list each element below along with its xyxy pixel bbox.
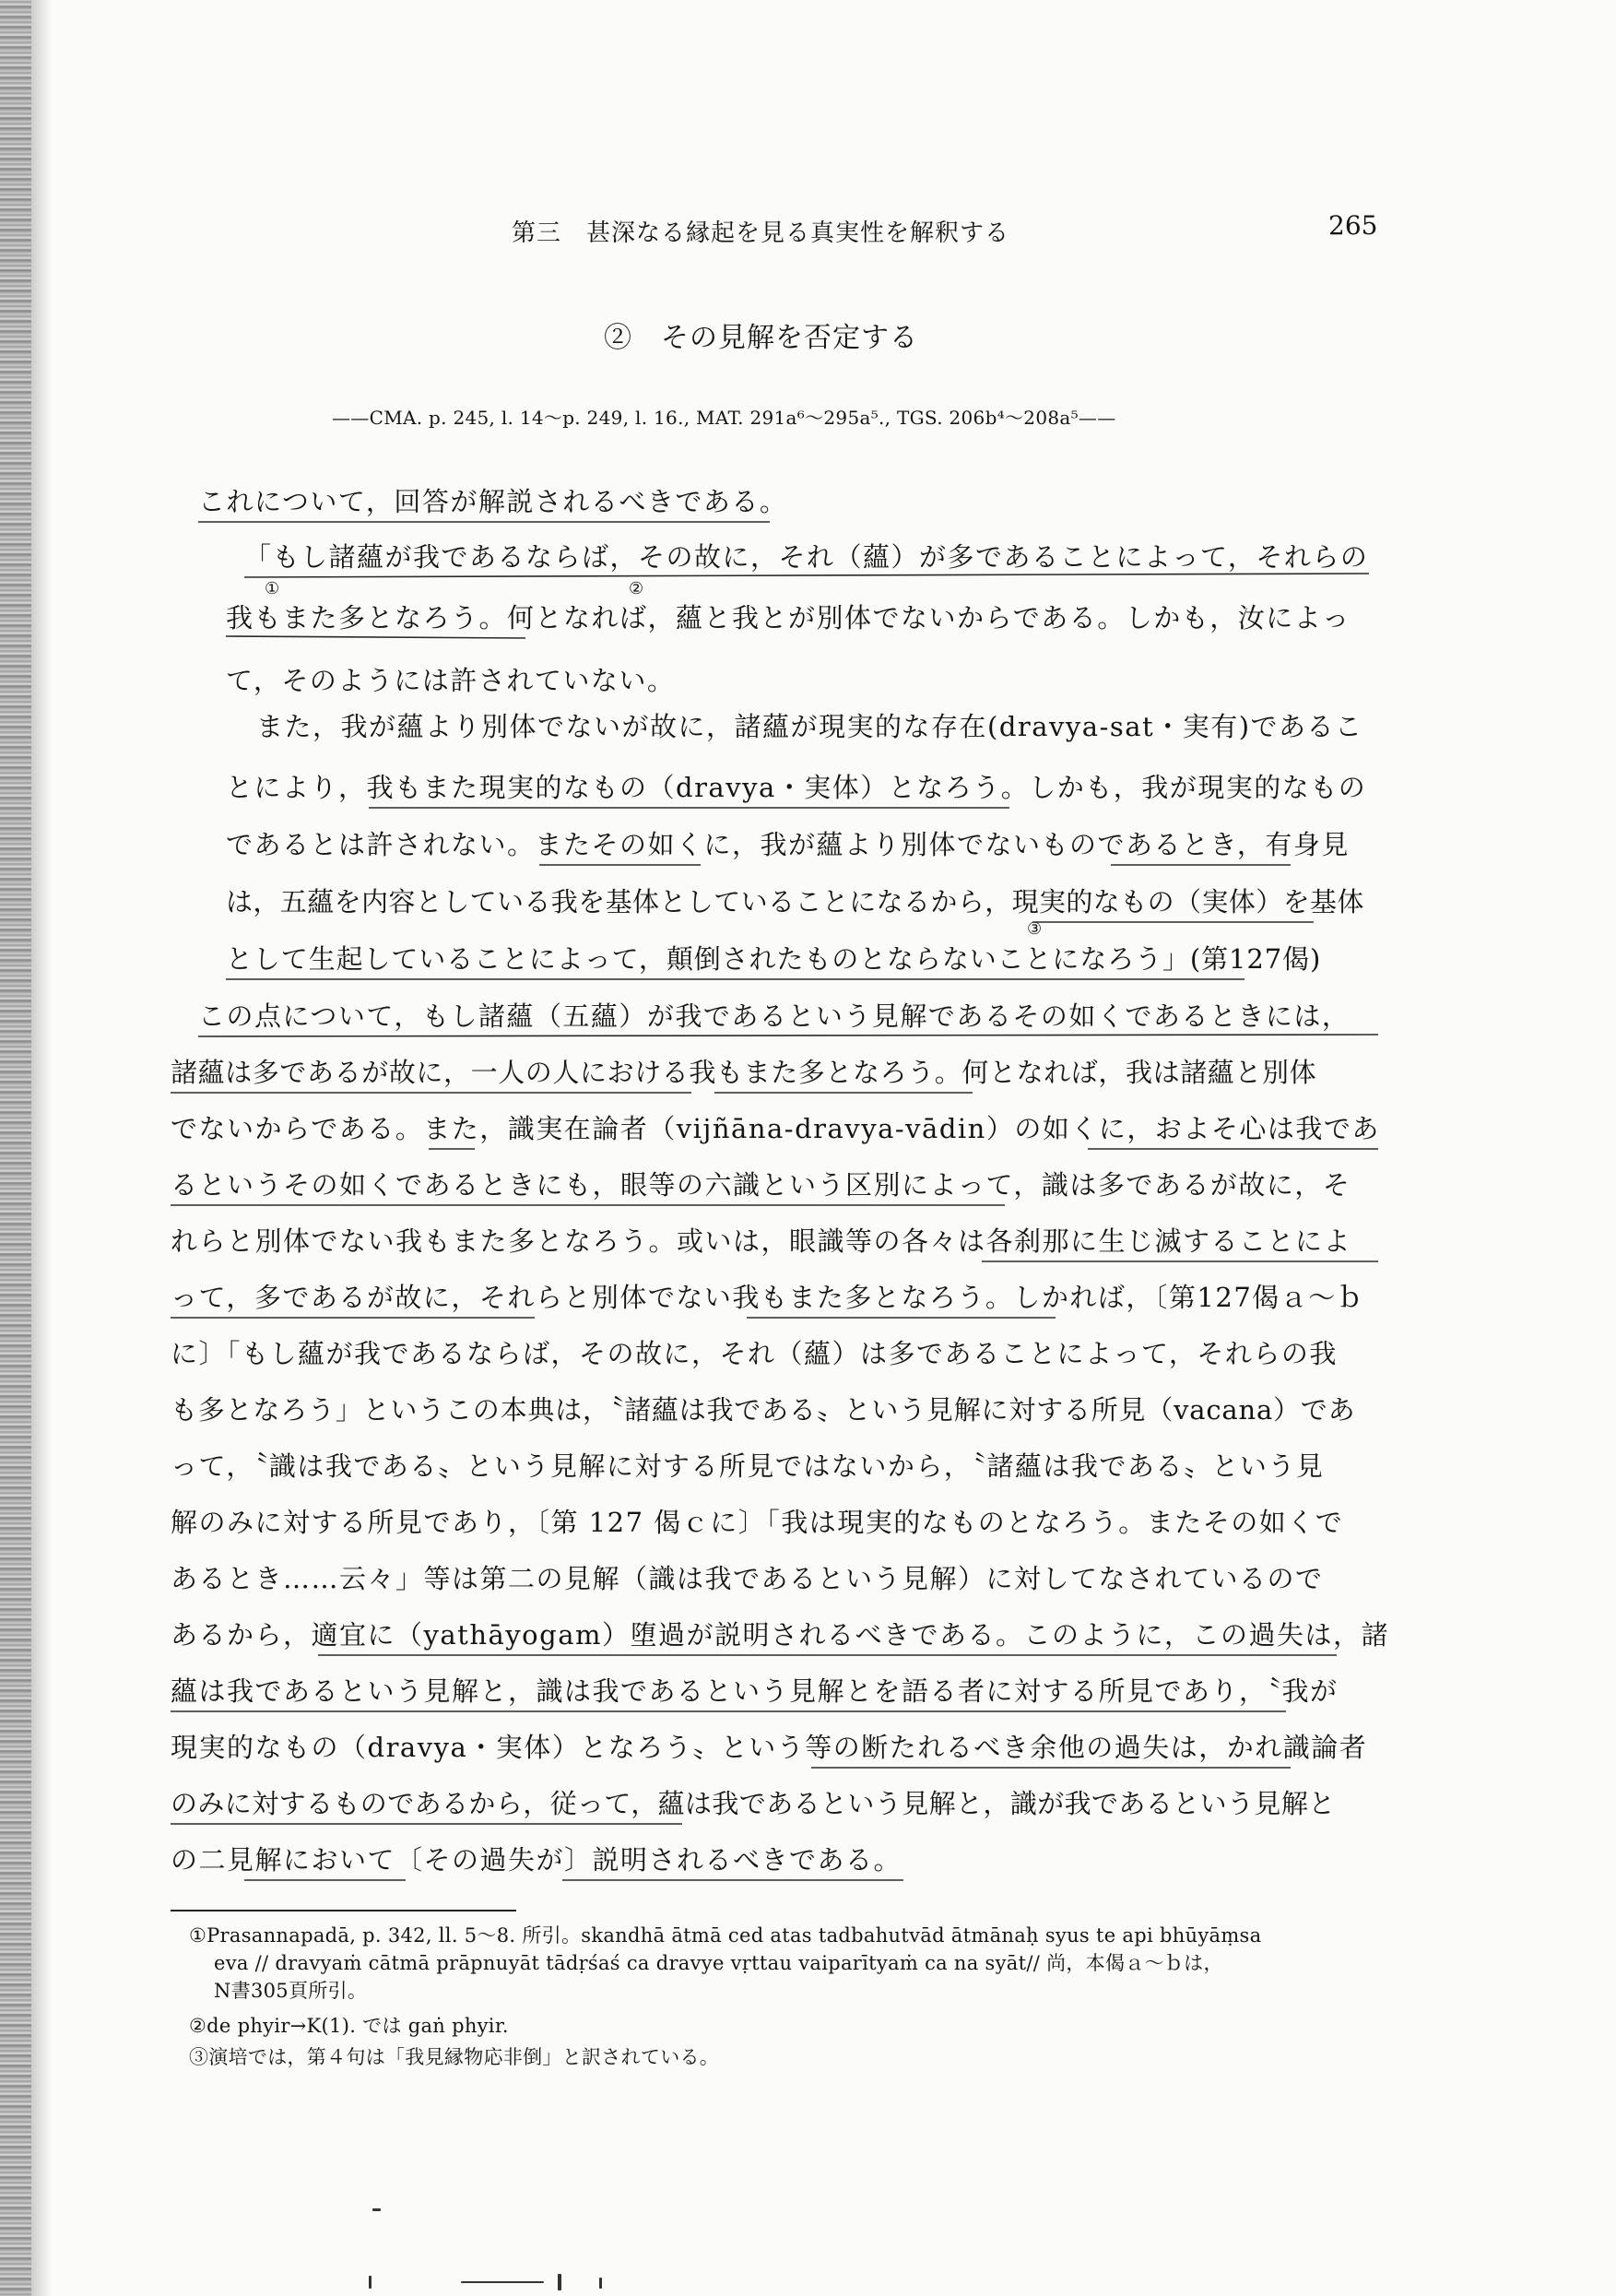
book-binding-edge	[0, 0, 31, 2296]
body-line: て，そのようには許されていない。	[226, 665, 676, 696]
footnote-marker-2: ②	[629, 579, 644, 598]
scan-speck	[369, 2276, 372, 2289]
body-line: のみに対するものであるから，従って，蘊は我であるという見解と，識が我であるという見解と	[171, 1788, 1336, 1819]
footnote-1: ①Prasannapadā, p. 342, ll. 5～8. 所引。skandhā ātmā ced atas tadbahutvād ātmānaḥ syus te api bhūyāṃsa	[189, 1924, 1262, 1947]
body-line: は，五蘊を内容としている我を基体としていることになるから，現実的なもの（実体）を基体	[226, 886, 1364, 917]
body-line: るというその如くであるときにも，眼等の六識という区別によって，識は多であるが故に，そ	[171, 1169, 1351, 1201]
page-number: 265	[1328, 210, 1378, 241]
body-line: 蘊は我であるという見解と，識は我であるという見解とを語る者に対する所見であり，〝我が	[171, 1675, 1339, 1707]
footnote-2: ②de phyir→K(1). では gaṅ phyir.	[189, 2015, 509, 2037]
binding-shadow	[31, 0, 52, 2296]
body-line: 我もまた多となろう。何となれば，蘊と我とが別体でないからである。しかも，汝によっ	[226, 602, 1351, 633]
body-line: とにより，我もまた現実的なもの（dravya・実体）となろう。しかも，我が現実的なもの	[226, 772, 1367, 803]
footnote-1-cont: N書305頁所引。	[214, 1980, 368, 2002]
body-line: この点について，もし諸蘊（五蘊）が我であるという見解であるその如くであるときには，	[198, 1000, 1351, 1032]
body-line: も多となろう」というこの本典は，〝諸蘊は我である〟という見解に対する所見（vacana）であ	[171, 1394, 1356, 1426]
body-line: 解のみに対する所見であり，〔第 127 偈ｃに〕「我は現実的なものとなろう。またその如くで	[171, 1507, 1344, 1538]
body-line: 「もし諸蘊が我であるならば，その故に，それ（蘊）が多であることによって，それらの	[244, 541, 1369, 573]
footnote-3: ③演培では，第４句は「我見縁物応非倒」と訳されている。	[189, 2046, 720, 2068]
footnote-marker-1: ①	[265, 579, 280, 598]
body-line: に〕「もし蘊が我であるならば，その故に，それ（蘊）は多であることによって，それらの我	[171, 1338, 1338, 1369]
body-line: であるとは許されない。またその如くに，我が蘊より別体でないものであるとき，有身見	[226, 829, 1350, 860]
body-line: 諸蘊は多であるが故に，一人の人における我もまた多となろう。何となれば，我は諸蘊と別体	[171, 1057, 1317, 1088]
body-line: でないからである。また，識実在論者（vijñāna-dravya-vādin）の如くに，およそ心は我であ	[171, 1113, 1380, 1144]
body-line: って，〝識は我である〟という見解に対する所見ではないから，〝諸蘊は我である〟という見	[171, 1450, 1325, 1482]
scan-speck	[372, 2208, 381, 2211]
scan-speck	[558, 2274, 561, 2290]
body-line: また，我が蘊より別体でないが故に，諸蘊が現実的な存在(dravya-sat・実有)であるこ	[256, 711, 1363, 742]
running-header-title: 第三 甚深なる縁起を見る真実性を解釈する	[512, 219, 1010, 247]
body-line: れらと別体でない我もまた多となろう。或いは，眼識等の各々は各刹那に生じ滅することによ	[171, 1225, 1352, 1257]
footnote-1-cont: eva // dravyaṁ cātmā prāpnuyāt tādṛśaś ca dravye vṛttau vaiparītyaṁ ca na syāt// 尚，本偈ａ～ｂは，	[214, 1952, 1223, 1974]
scan-speck	[461, 2281, 544, 2283]
section-title: ② その見解を否定する	[604, 322, 918, 354]
body-line: の二見解において〔その過失が〕説明されるべきである。	[171, 1844, 902, 1876]
scan-speck	[599, 2278, 602, 2289]
footnote-marker-3: ③	[1027, 919, 1043, 939]
source-reference: ——CMA. p. 245, l. 14～p. 249, l. 16., MAT. 291a⁶～295a⁵., TGS. 206b⁴～208a⁵——	[332, 407, 1116, 429]
body-line: って，多であるが故に，それらと別体でない我もまた多となろう。しかれば，〔第127偈ａ～ｂ	[171, 1282, 1365, 1313]
body-line: あるから，適宜に（yathāyogam）堕過が説明されるべきである。このように，この過失は，諸	[171, 1619, 1389, 1651]
body-line: あるとき……云々」等は第二の見解（識は我であるという見解）に対してなされているので	[171, 1563, 1324, 1594]
footnote-divider	[171, 1910, 516, 1911]
body-line: 現実的なもの（dravya・実体）となろう〟という等の断たれるべき余他の過失は，かれ識論者	[171, 1732, 1368, 1763]
body-line: これについて，回答が解説されるべきである。	[198, 486, 788, 517]
body-line: として生起していることによって，顛倒されたものとならないことになろう」(第127偈)	[226, 943, 1322, 975]
